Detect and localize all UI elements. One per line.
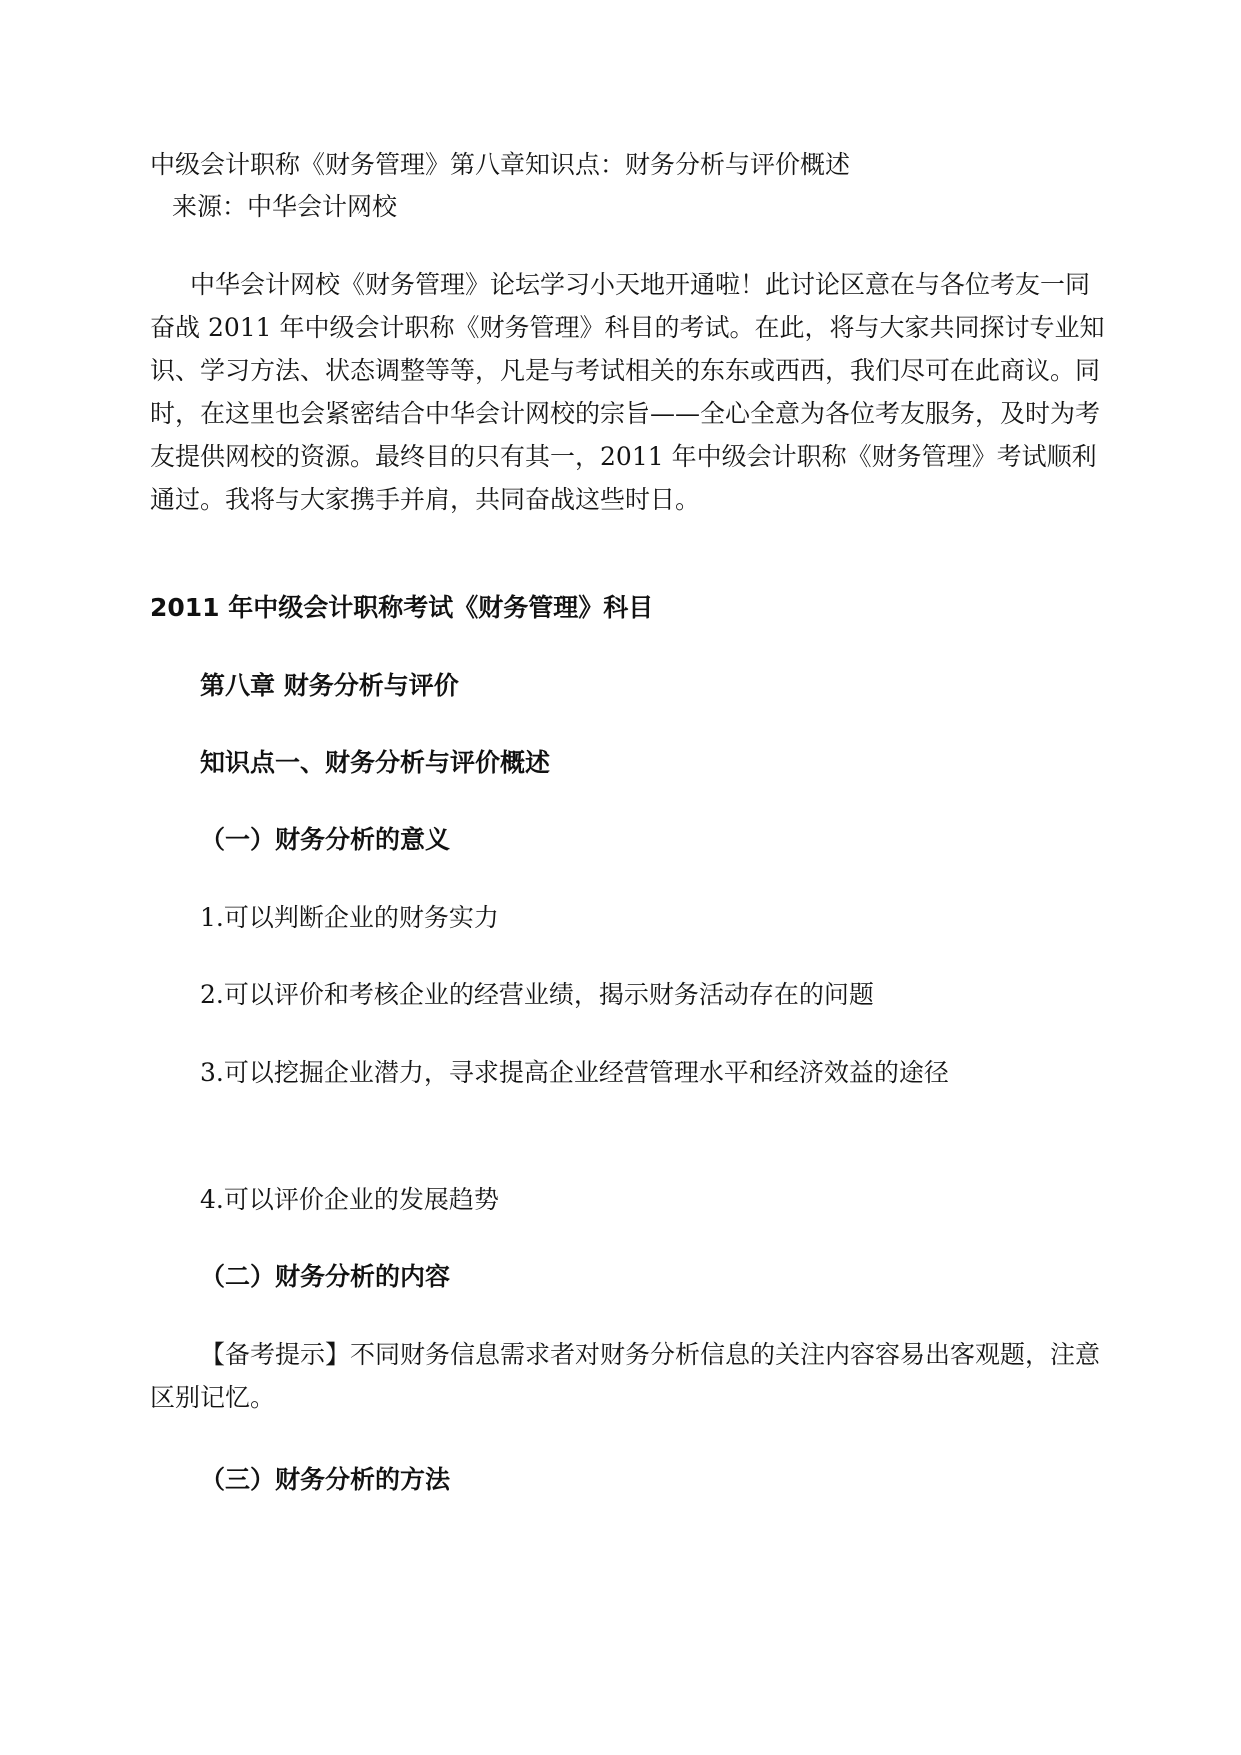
intro-line: 识、学习方法、状态调整等等，凡是与考试相关的东东或西西，我们尽可在此商议。同 <box>150 356 1101 385</box>
document-source: 来源：中华会计网校 <box>172 192 398 221</box>
exam-tip-line: 区别记忆。 <box>150 1383 276 1412</box>
section-heading: （二）财务分析的内容 <box>200 1262 451 1291</box>
intro-line: 时，在这里也会紧密结合中华会计网校的宗旨——全心全意为各位考友服务，及时为考 <box>150 399 1101 428</box>
chapter-heading: 第八章 财务分析与评价 <box>200 671 459 700</box>
section-heading: （三）财务分析的方法 <box>200 1465 451 1494</box>
exam-tip-line: 【备考提示】不同财务信息需求者对财务分析信息的关注内容容易出客观题，注意 <box>200 1340 1101 1369</box>
intro-line: 通过。我将与大家携手并肩，共同奋战这些时日。 <box>150 485 701 514</box>
list-item: 4.可以评价企业的发展趋势 <box>200 1185 499 1214</box>
list-item: 1.可以判断企业的财务实力 <box>200 903 499 932</box>
knowledge-point-heading: 知识点一、财务分析与评价概述 <box>200 748 551 777</box>
subject-heading: 2011 年中级会计职称考试《财务管理》科目 <box>150 593 654 622</box>
document-title: 中级会计职称《财务管理》第八章知识点：财务分析与评价概述 <box>150 150 851 179</box>
intro-line: 奋战 2011 年中级会计职称《财务管理》科目的考试。在此，将与大家共同探讨专业知 <box>150 313 1105 342</box>
list-item: 3.可以挖掘企业潜力，寻求提高企业经营管理水平和经济效益的途径 <box>200 1058 949 1087</box>
list-item: 2.可以评价和考核企业的经营业绩，揭示财务活动存在的问题 <box>200 980 874 1009</box>
intro-line: 友提供网校的资源。最终目的只有其一，2011 年中级会计职称《财务管理》考试顺利 <box>150 442 1097 471</box>
intro-line: 中华会计网校《财务管理》论坛学习小天地开通啦！此讨论区意在与各位考友一同 <box>190 270 1091 299</box>
section-heading: （一）财务分析的意义 <box>200 825 451 854</box>
